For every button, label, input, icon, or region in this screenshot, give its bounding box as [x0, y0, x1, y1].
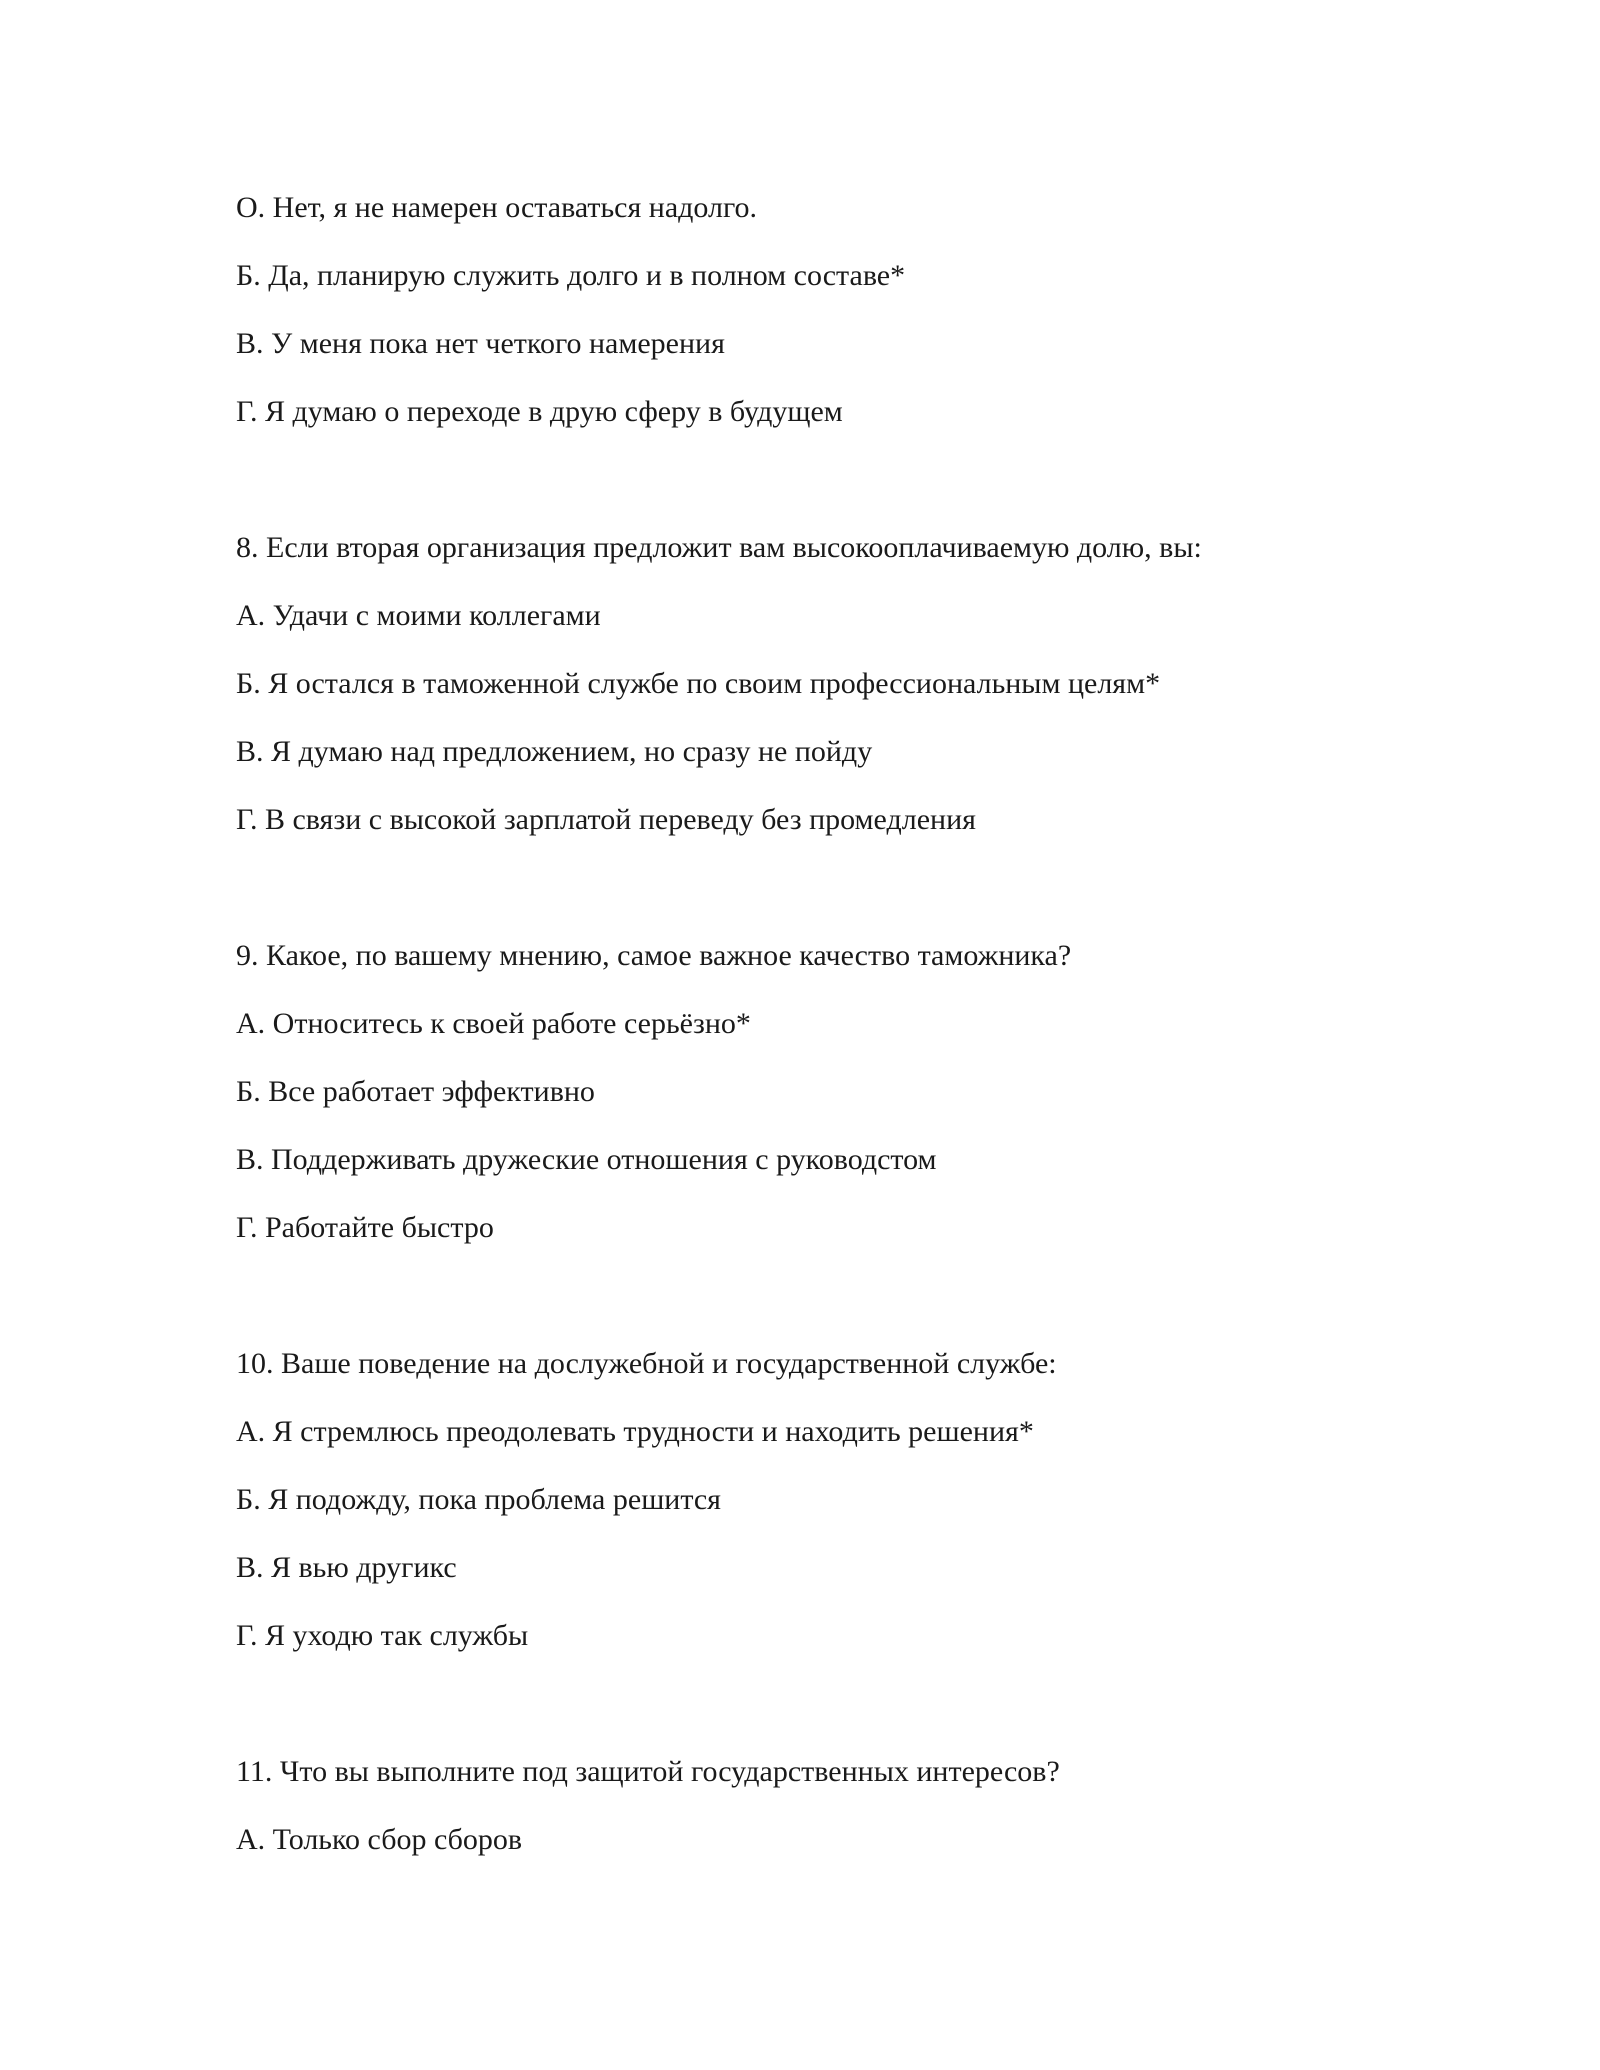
document-content [236, 178, 1436, 1878]
answer-option: Б. Я подожду, пока проблема решится [236, 1483, 721, 1516]
answer-option: В. У меня пока нет четкого намерения [236, 327, 725, 360]
answer-option: А. Я стремлюсь преодолевать трудности и находить решения* [236, 1415, 1034, 1448]
answer-option: А. Только сбор сборов [236, 1823, 523, 1856]
question-9 [236, 926, 1436, 1266]
answer-option: Б. Я остался в таможенной службе по своим профессиональным целям* [236, 667, 1161, 700]
question-10 [236, 1334, 1436, 1674]
question-text: 8. Если вторая организация предложит вам высокооплачиваемую долю, вы: [236, 531, 1202, 564]
spacer [236, 858, 1436, 926]
answer-option: Б. Да, планирую служить долго и в полном составе* [236, 259, 906, 292]
question-11 [236, 1742, 1436, 1878]
continuation-options [236, 178, 1436, 450]
spacer [236, 1266, 1436, 1334]
answer-option: О. Нет, я не намерен оставаться надолго. [236, 191, 758, 224]
spacer [236, 1674, 1436, 1742]
answer-option: Г. Я уходю так службы [236, 1619, 529, 1652]
answer-option: В. Я думаю над предложением, но сразу не пойду [236, 735, 873, 768]
answer-option: В. Поддерживать дружеские отношения с руководстом [236, 1143, 937, 1176]
question-text: 10. Ваше поведение на дослужебной и государственной службе: [236, 1347, 1057, 1380]
question-text: 9. Какое, по вашему мнению, самое важное качество таможника? [236, 939, 1072, 972]
answer-option: Г. В связи с высокой зарплатой переведу без промедления [236, 803, 976, 836]
answer-option: Б. Все работает эффективно [236, 1075, 595, 1108]
answer-option: А. Относитесь к своей работе серьёзно* [236, 1007, 751, 1040]
answer-option: Г. Я думаю о переходе в друю сферу в будущем [236, 395, 843, 428]
question-text: 11. Что вы выполните под защитой государственных интересов? [236, 1755, 1060, 1788]
answer-option: Г. Работайте быстро [236, 1211, 494, 1244]
answer-option: В. Я вью другикс [236, 1551, 457, 1584]
answer-option: А. Удачи с моими коллегами [236, 599, 601, 632]
question-8 [236, 518, 1436, 858]
spacer [236, 450, 1436, 518]
